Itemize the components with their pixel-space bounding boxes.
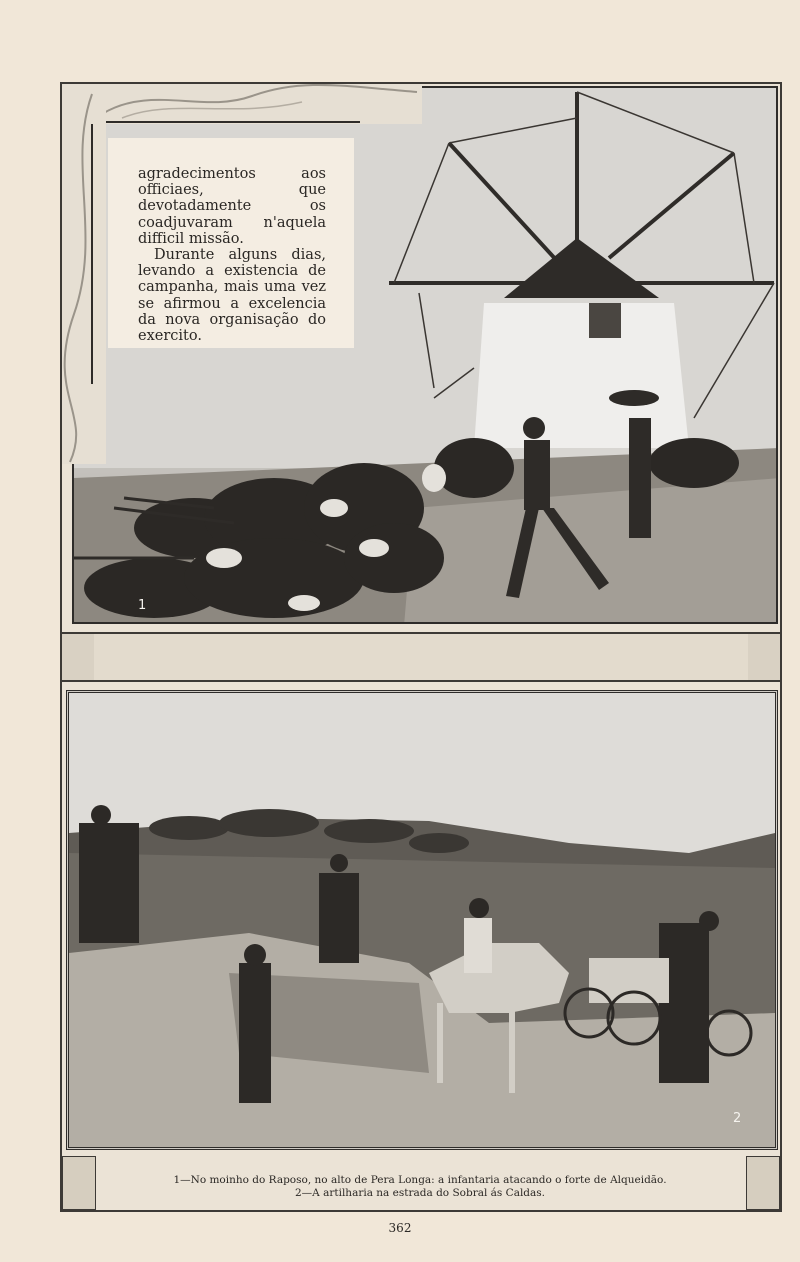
article-paragraph-2: Durante alguns dias, levando a existencia de campanha, mais uma vez se afirmou a excelencia da nova organisação do exercito. [138, 247, 326, 345]
art-nouveau-ornament-left [62, 84, 106, 464]
article-text-box [108, 138, 354, 348]
photo1-number: 1 [138, 598, 147, 613]
artillery-illustration [69, 693, 775, 1147]
caption-line-2: 2—A artilharia na estrada do Sobral ás Caldas. [294, 1187, 546, 1199]
bottom-ornament-left [62, 1156, 96, 1210]
photo-artillery-road [66, 690, 778, 1150]
article-paragraph-1: agradecimentos aos officiaes, que devotadamente os coadjuvaram n'aquela difficil missão. [138, 166, 326, 247]
separator-band [62, 632, 780, 682]
band-ornament-left [62, 634, 94, 680]
band-ornament-right [748, 634, 780, 680]
page-number: 362 [388, 1221, 412, 1235]
bottom-ornament-right [746, 1156, 780, 1210]
caption-line-1: 1—No moinho do Raposo, no alto de Pera Longa: a infantaria atacando o forte de Alqueidão. [173, 1174, 667, 1186]
photo-caption [100, 1174, 740, 1200]
art-nouveau-ornament-top [62, 84, 422, 124]
photo2-number: 2 [733, 1111, 742, 1126]
